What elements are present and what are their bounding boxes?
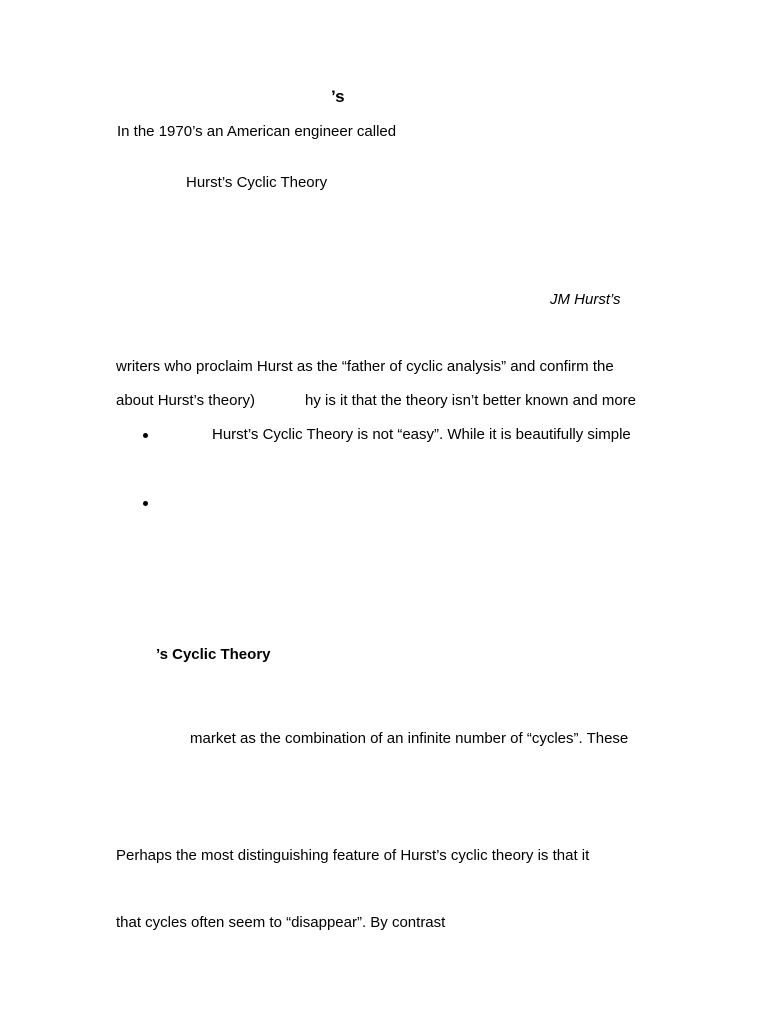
paragraph-line-disappear: that cycles often seem to “disappear”. By contrast xyxy=(116,914,446,931)
paragraph-line-about-start: about Hurst’s theory) xyxy=(116,392,255,409)
paragraph-line-writers: writers who proclaim Hurst as the “father of cyclic analysis” and confirm the xyxy=(116,358,614,375)
title-fragment: ’s xyxy=(331,87,345,106)
paragraph-line-about-end: hy is it that the theory isn’t better known and more xyxy=(305,392,637,409)
bullet-icon xyxy=(143,433,148,438)
paragraph-line-author: JM Hurst’s xyxy=(550,291,621,308)
bullet-icon xyxy=(143,501,148,506)
paragraph-line-intro: In the 1970’s an American engineer called xyxy=(117,123,397,140)
list-item-text: Hurst’s Cyclic Theory is not “easy”. While it is beautifully simple xyxy=(212,426,631,443)
paragraph-line-theory-name: Hurst’s Cyclic Theory xyxy=(186,174,328,191)
paragraph-line-perhaps: Perhaps the most distinguishing feature of Hurst’s cyclic theory is that it xyxy=(116,847,590,864)
paragraph-line-market: market as the combination of an infinite number of “cycles”. These xyxy=(190,730,629,747)
section-heading: ’s Cyclic Theory xyxy=(156,646,271,663)
